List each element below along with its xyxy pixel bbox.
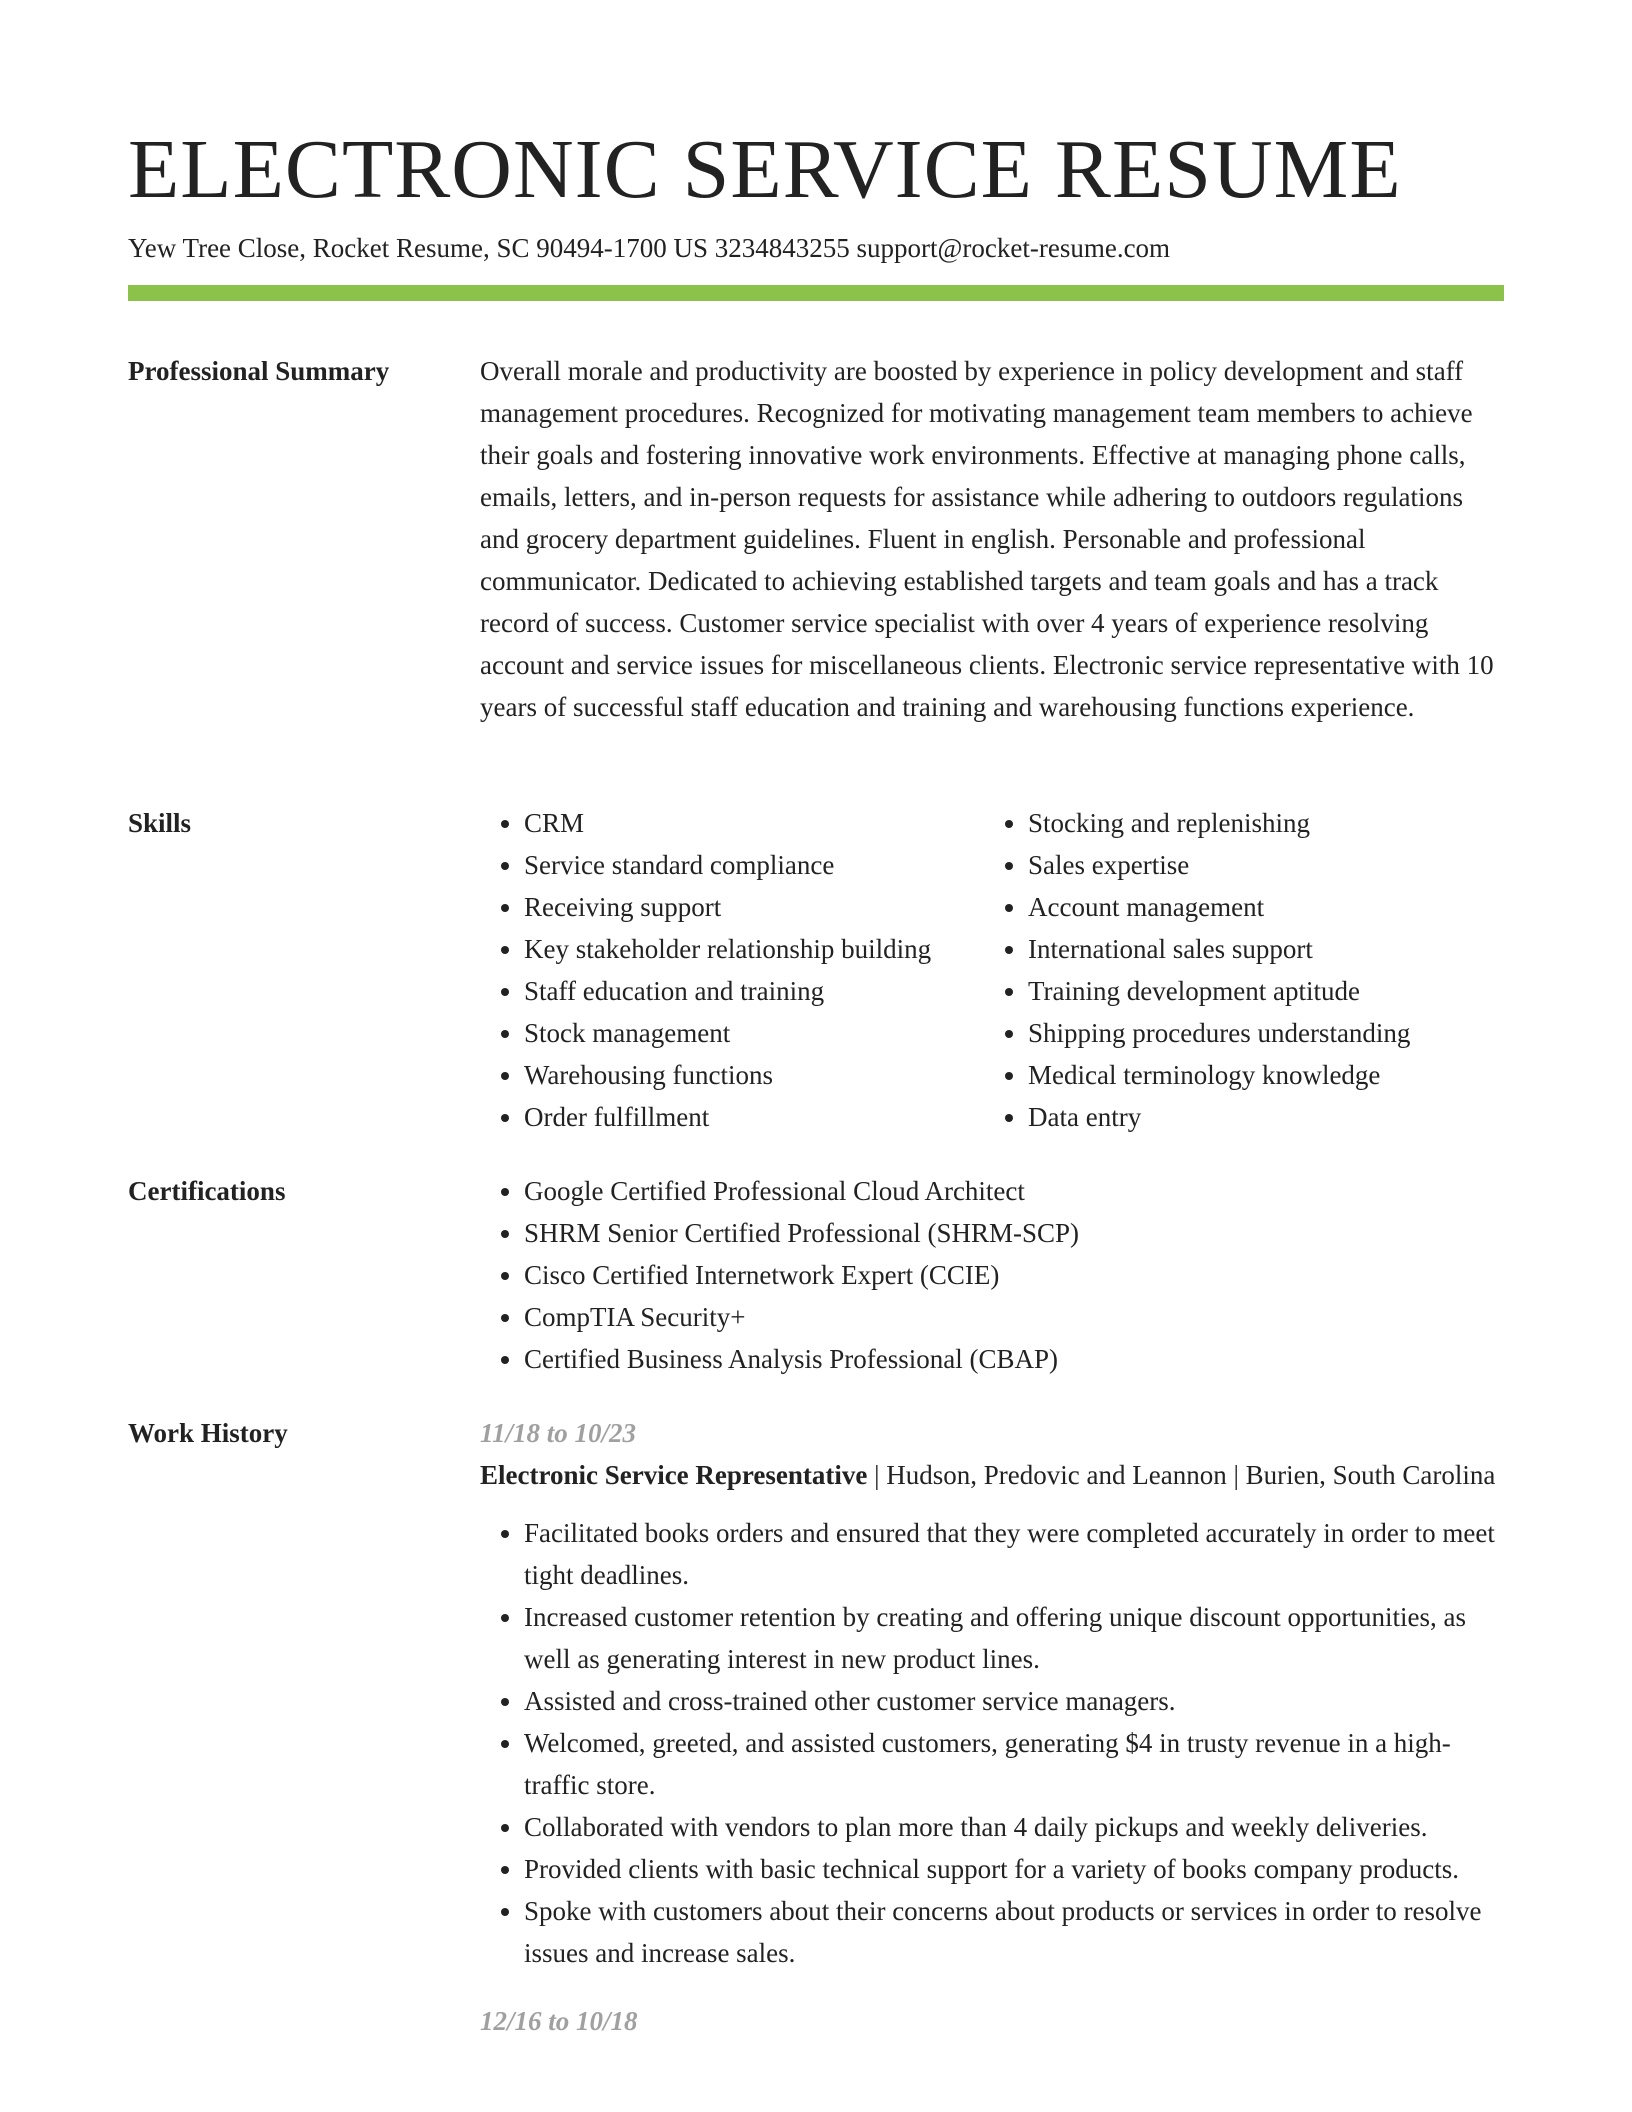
job-bullet: • Welcomed, greeted, and assisted customers, generating $4 in trusty revenue in a high-traffic store. — [524, 1722, 1504, 1806]
skills-list-right — [984, 802, 1488, 1138]
job-bullet: • Spoke with customers about their concerns about products or services in order to resolve issues and increase sales. — [524, 1890, 1504, 1974]
certifications-body — [480, 1170, 1504, 1380]
skill-item: • Account management — [1028, 886, 1488, 928]
skill-item: • International sales support — [1028, 928, 1488, 970]
skill-item: • Medical terminology knowledge — [1028, 1054, 1488, 1096]
job-heading — [480, 1454, 1504, 1496]
skill-item: • Warehousing functions — [524, 1054, 984, 1096]
section-label-summary: Professional Summary — [128, 356, 390, 386]
job-dates: 11/18 to 10/23 — [480, 1418, 637, 1448]
skill-item: • Order fulfillment — [524, 1096, 984, 1138]
job-bullet: • Provided clients with basic technical support for a variety of books company products. — [524, 1848, 1504, 1890]
summary-text: Overall morale and productivity are boosted by experience in policy development and staff management procedures. Recognized for motivating management team members to achieve their goals and fostering innovative work environments. Effective at managing phone calls, emails, letters, and in-person requests for assistance while adhering to outdoors regulations and grocery department guidelines. Fluent in english. Personable and professional communicator. Dedicated to achieving established targets and team goals and has a track record of success. Customer service specialist with over 4 years of experience resolving account and service issues for miscellaneous clients. Electronic service representative with 10 years of successful staff education and training and warehousing functions experience. — [480, 356, 1494, 722]
job-bullet: • Collaborated with vendors to plan more than 4 daily pickups and weekly deliveries. — [524, 1806, 1504, 1848]
skill-item: • Receiving support — [524, 886, 984, 928]
job-bullet: • Increased customer retention by creating and offering unique discount opportunities, as well as generating interest in new product lines. — [524, 1596, 1504, 1680]
certification-item: • Certified Business Analysis Professional (CBAP) — [524, 1338, 1504, 1380]
section-label-certifications: Certifications — [128, 1176, 286, 1206]
job-dates: 12/16 to 10/18 — [480, 2006, 638, 2036]
certification-item: • SHRM Senior Certified Professional (SHRM-SCP) — [524, 1212, 1504, 1254]
job-bullet: • Assisted and cross-trained other customer service managers. — [524, 1680, 1504, 1722]
skill-item: • Data entry — [1028, 1096, 1488, 1138]
skill-item: • CRM — [524, 802, 984, 844]
skill-item: • Staff education and training — [524, 970, 984, 1012]
skills-body — [480, 802, 1504, 1138]
skill-item: • Sales expertise — [1028, 844, 1488, 886]
job-entry — [480, 1412, 1504, 1974]
accent-divider — [128, 285, 1504, 301]
skills-list-left — [480, 802, 984, 1138]
section-label-work-history: Work History — [128, 1418, 288, 1448]
certification-item: • CompTIA Security+ — [524, 1296, 1504, 1338]
skill-item: • Training development aptitude — [1028, 970, 1488, 1012]
certification-item: • Google Certified Professional Cloud Architect — [524, 1170, 1504, 1212]
skill-item: • Service standard compliance — [524, 844, 984, 886]
job-bullet: • Facilitated books orders and ensured that they were completed accurately in order to meet tight deadlines. — [524, 1512, 1504, 1596]
resume-title: ELECTRONIC SERVICE RESUME — [128, 123, 1402, 216]
skill-item: • Stocking and replenishing — [1028, 802, 1488, 844]
job-entry — [480, 2000, 1504, 2042]
certification-item: • Cisco Certified Internetwork Expert (CCIE) — [524, 1254, 1504, 1296]
skill-item: • Stock management — [524, 1012, 984, 1054]
section-label-skills: Skills — [128, 808, 192, 838]
job-bullets — [480, 1512, 1504, 1974]
skill-item: • Shipping procedures understanding — [1028, 1012, 1488, 1054]
skill-item: • Key stakeholder relationship building — [524, 928, 984, 970]
job-employer-location: | Hudson, Predovic and Leannon | Burien, South Carolina — [867, 1460, 1496, 1490]
certifications-list — [480, 1170, 1504, 1380]
summary-body — [480, 350, 1504, 728]
work-history-body — [480, 1412, 1504, 2042]
contact-line: Yew Tree Close, Rocket Resume, SC 90494-1700 US 3234843255 support@rocket-resume.com — [128, 233, 1171, 263]
job-title: Electronic Service Representative — [480, 1460, 868, 1490]
